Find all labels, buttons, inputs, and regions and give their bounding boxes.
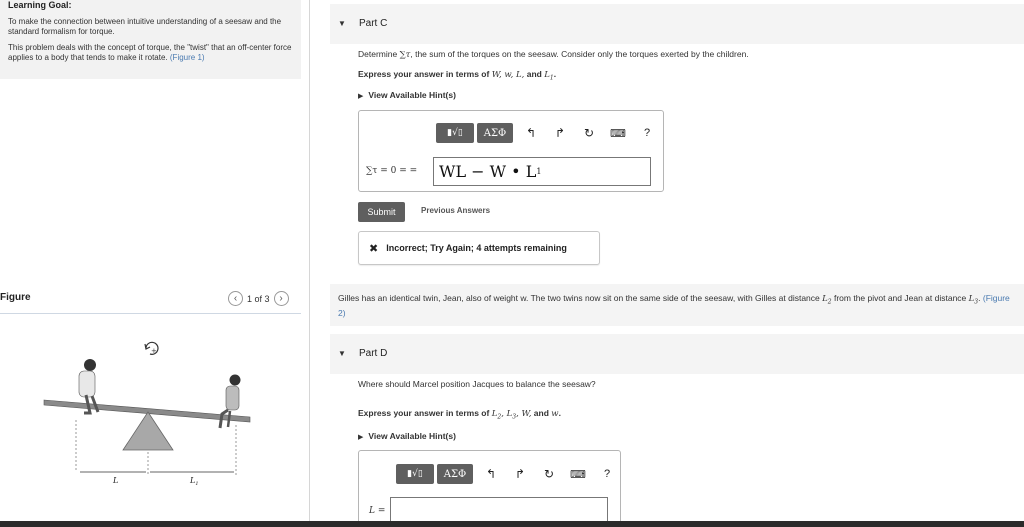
figure-2-link[interactable]: (Figure 2) (338, 293, 1010, 318)
reset-icon[interactable]: ↻ (583, 126, 595, 140)
keyboard-icon[interactable]: ⌨ (570, 468, 586, 481)
part-c-instruction-prefix: Express your answer in terms of (358, 69, 492, 79)
previous-answers-link[interactable]: Previous Answers (421, 206, 491, 215)
seesaw-figure (30, 330, 280, 500)
part-d-title: Part D (359, 348, 388, 359)
template-button[interactable]: ▮√▯ (396, 464, 434, 484)
learning-goal-box (0, 0, 301, 79)
part-c-title: Part C (359, 18, 388, 29)
keyboard-icon[interactable]: ⌨ (610, 127, 626, 140)
dimension-L1-label: L (190, 476, 196, 485)
help-icon[interactable]: ? (643, 127, 651, 139)
part-c-instruction-and: and (524, 69, 545, 79)
greek-symbols-button[interactable]: ΑΣΦ (477, 123, 513, 143)
scenario-text-part1: Gilles has an identical twin, Jean, also of weight w. The two twins now sit on the same side of the seesaw, with Gilles at distance (338, 293, 823, 303)
incorrect-x-icon: ✖ (369, 242, 379, 255)
dimension-L1-sub: 1 (195, 481, 199, 487)
learning-goal-intro: To make the connection between intuitive understanding of a seesaw and the standard formalism for torque. (8, 17, 282, 36)
part-c-question (358, 49, 749, 61)
caret-down-icon: ▼ (338, 19, 346, 28)
part-c-math-toolbar (436, 123, 658, 143)
greek-symbols-button[interactable]: ΑΣΦ (437, 464, 473, 484)
chevron-left-icon: ‹ (233, 292, 238, 304)
reset-icon[interactable]: ↻ (543, 467, 555, 481)
caret-down-icon: ▼ (338, 349, 346, 358)
part-c-instruction-last-sub: 1 (549, 74, 554, 82)
feedback-text: Incorrect; Try Again; 4 attempts remaining (386, 243, 567, 253)
rotation-arrow-icon (145, 342, 158, 355)
part-c-answer-box (358, 110, 664, 192)
left-panel (0, 0, 310, 527)
undo-icon[interactable]: ↰ (485, 467, 497, 481)
scenario-text-part3: . (978, 293, 983, 303)
submit-button[interactable]: Submit (358, 202, 405, 222)
part-c-answer-main: WL − W • L (439, 162, 537, 181)
scenario-text (330, 284, 1024, 326)
part-c-instruction: Express your answer in terms of W, w, L, and $L_1$. (358, 69, 557, 82)
next-figure-button[interactable] (274, 291, 289, 306)
part-d-equation-label: L = (369, 506, 386, 516)
part-c-instruction-last: L (544, 70, 550, 80)
template-button[interactable]: ▮√▯ (436, 123, 474, 143)
figure-label: Figure (0, 292, 31, 303)
part-c-answer-input[interactable] (433, 157, 651, 186)
part-c-question-suffix: , the sum of the torques on the seesaw. Consider only the torques exerted by the children. (410, 49, 749, 59)
bottom-border (0, 521, 1024, 527)
caret-right-icon: ▶ (358, 93, 364, 100)
scenario-L3: L (968, 294, 975, 304)
scenario-L2: L (822, 294, 828, 304)
learning-goal-description (8, 43, 293, 63)
part-d-instruction-vars: L (491, 409, 498, 419)
learning-goal-description-text: This problem deals with the concept of torque, the "twist" that an off-center force applies to a body that tends to make it rotate. (8, 43, 292, 62)
redo-icon[interactable]: ↱ (554, 126, 566, 140)
part-d-hints-toggle[interactable] (358, 431, 456, 441)
svg-text:L1 (189, 476, 199, 487)
part-d-hints-label: View Available Hint(s) (368, 431, 456, 441)
scenario-text-part2: from the pivot and Jean at distance (831, 293, 969, 303)
part-c-equation-label: ∑τ = 0 = = (366, 166, 418, 176)
part-c-header[interactable] (330, 4, 1024, 44)
chevron-right-icon: › (279, 292, 283, 304)
part-d-instruction: Express your answer in terms of $L_2$, $L_3$, W, and w. (358, 408, 561, 421)
seesaw-pivot (123, 412, 173, 450)
right-panel (330, 0, 1024, 527)
figure-1-link[interactable]: (Figure 1) (169, 53, 205, 62)
undo-icon[interactable]: ↰ (525, 126, 537, 140)
caret-right-icon: ▶ (358, 434, 364, 441)
scenario-L3-sub: 3 (974, 298, 979, 306)
scenario-L2-sub: 2 (827, 298, 832, 306)
part-c-question-prefix: Determine (358, 49, 400, 59)
part-d-instruction-prefix: Express your answer in terms of (358, 408, 492, 418)
dimension-L-label: L (113, 476, 119, 485)
svg-text:+: + (151, 347, 157, 355)
figure-pager-text: 1 of 3 (247, 293, 270, 304)
part-c-hints-toggle[interactable] (358, 90, 456, 100)
figure-divider (0, 313, 301, 314)
help-icon[interactable]: ? (603, 468, 611, 480)
feedback-message (358, 231, 600, 265)
part-d-answer-input[interactable] (390, 497, 608, 524)
part-c-answer-sub: 1 (536, 167, 542, 176)
part-c-hints-label: View Available Hint(s) (368, 90, 456, 100)
redo-icon[interactable]: ↱ (514, 467, 526, 481)
learning-goal-title: Learning Goal: (8, 0, 72, 10)
part-c-instruction-vars: W, w, L, (491, 70, 525, 80)
part-d-math-toolbar (396, 464, 618, 484)
previous-figure-button[interactable] (228, 291, 243, 306)
part-d-header[interactable] (330, 334, 1024, 374)
figure-pager (228, 291, 289, 306)
part-d-question: Where should Marcel position Jacques to balance the seesaw? (358, 379, 596, 389)
part-d-answer-box (358, 450, 621, 527)
part-c-question-symbol: ∑τ (399, 50, 411, 60)
